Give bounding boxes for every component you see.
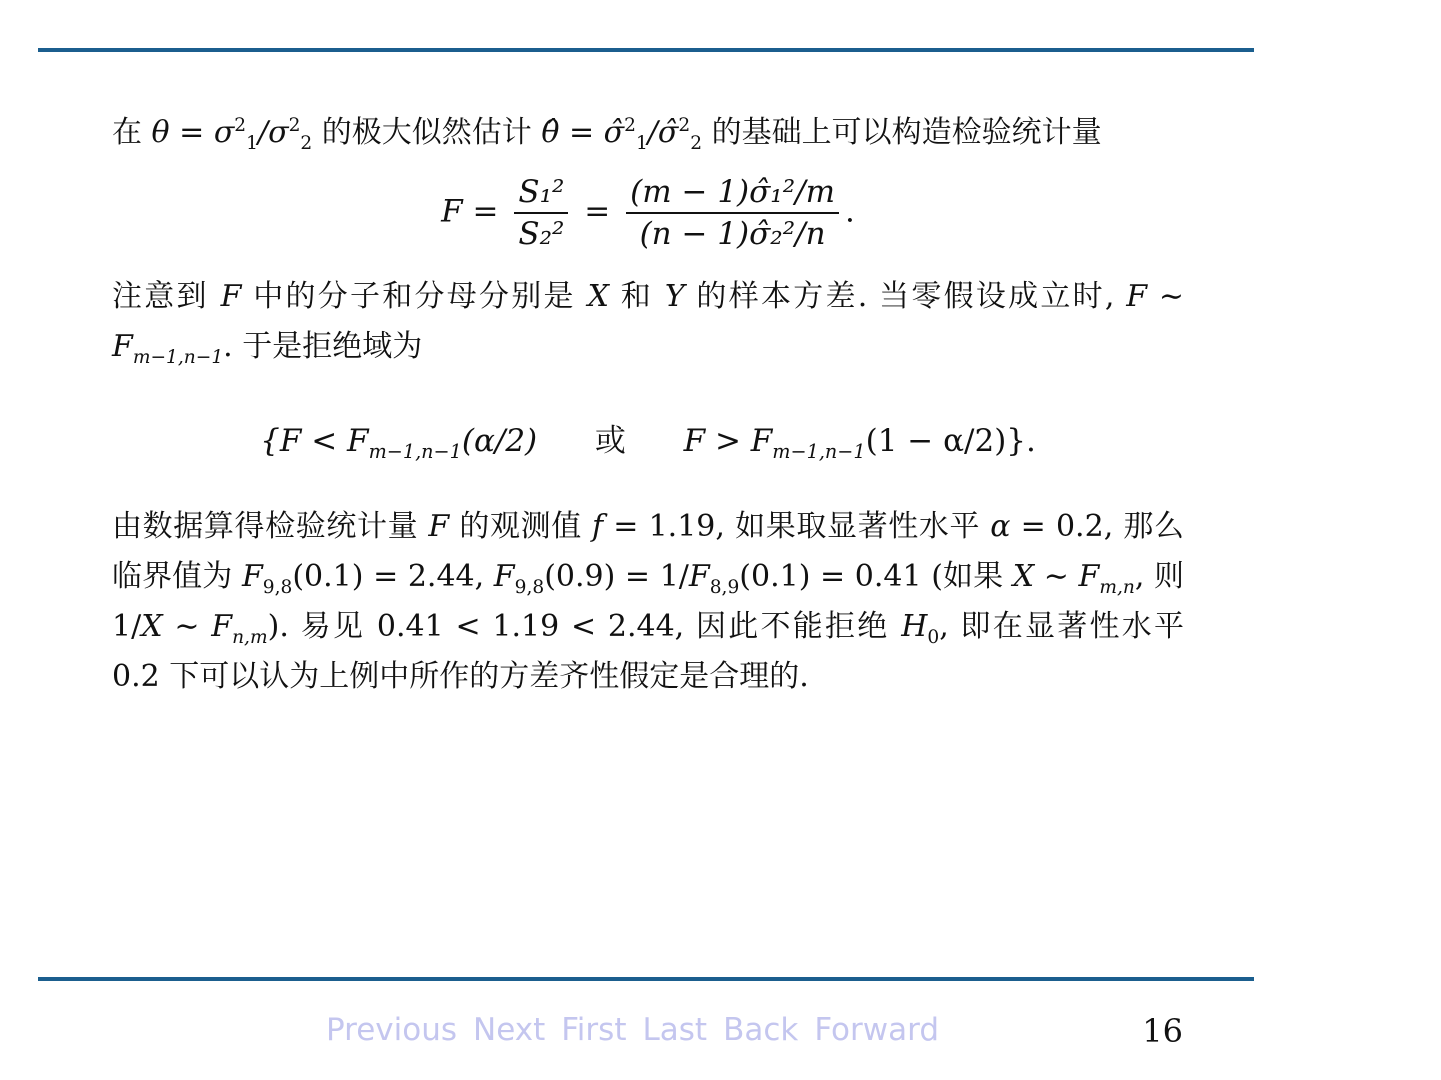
footer <box>0 1012 1441 1056</box>
subscript: 9,8 <box>262 577 293 598</box>
subscript: m,n <box>1099 577 1135 598</box>
slide-body <box>112 108 1184 702</box>
nav-next-link[interactable]: Next <box>473 1012 546 1048</box>
fraction-numerator: (m − 1)σ̂₁²/m <box>626 172 839 214</box>
value: = 0.2 <box>1010 509 1104 544</box>
subscript: m−1,n−1 <box>368 440 462 464</box>
text: 中的分子和分母分别是 <box>241 279 588 314</box>
math-text: θ̂ = σ̂ <box>541 115 625 150</box>
region-or: 或 <box>594 423 626 459</box>
math-Y: Y <box>664 279 685 314</box>
math-H0: H <box>901 609 928 644</box>
subscript: m−1,n−1 <box>132 347 224 368</box>
subscript: m−1,n−1 <box>772 440 866 464</box>
bottom-rule <box>38 977 1254 981</box>
navigation-links <box>326 1012 939 1048</box>
subscript: n,m <box>232 627 268 648</box>
value: = 1.19 <box>603 509 716 544</box>
math-F: F <box>688 559 710 594</box>
math-X-dist: X ∼ F <box>1012 559 1100 594</box>
region-left: {F < F <box>260 423 369 459</box>
nav-forward-link[interactable]: Forward <box>814 1012 939 1048</box>
paragraph-conclusion <box>112 502 1184 702</box>
text: 由数据算得检验统计量 <box>112 509 429 544</box>
text: (如果 <box>921 559 1013 594</box>
text: , 如果取显著性水平 <box>715 509 991 544</box>
value: (0.9) = 1/ <box>544 559 689 594</box>
page-number: 16 <box>1142 1012 1183 1050</box>
subscript: 9,8 <box>514 577 545 598</box>
nav-first-link[interactable]: First <box>561 1012 627 1048</box>
top-rule <box>38 48 1254 52</box>
math-text: θ = σ <box>151 115 235 150</box>
region-left-arg: (α/2) <box>461 423 538 459</box>
math-f: f <box>592 509 604 544</box>
region-right: F > F <box>683 423 773 459</box>
text: 在 <box>112 115 152 150</box>
nav-previous-link[interactable]: Previous <box>326 1012 458 1048</box>
text: , 则 1/ <box>112 559 1185 644</box>
math-alpha: α <box>990 509 1011 544</box>
text: 的样本方差. 当零假设成立时, <box>684 279 1127 314</box>
math-F: F <box>241 559 263 594</box>
math-inverse-dist: X ∼ F <box>141 609 233 644</box>
fraction-denominator: S₂² <box>518 216 565 252</box>
subscript: 8,9 <box>709 577 740 598</box>
value: (0.1) = 0.41 <box>739 559 922 594</box>
text: , 即在显著性水平 0.2 下可以认为上例中所作的方差齐性假定是合理的. <box>112 609 1184 694</box>
math-theta-def: $\theta = \sigma^2_1/\sigma^2_2$ <box>151 115 313 154</box>
text: 注意到 <box>112 279 221 314</box>
text: 的观测值 <box>449 509 593 544</box>
fraction-numerator: S₁² <box>514 172 568 214</box>
math-text: F ∼ F <box>112 279 1184 364</box>
text: . 于是拒绝域为 <box>223 329 423 364</box>
nav-back-link[interactable]: Back <box>723 1012 799 1048</box>
math-F: F <box>220 279 242 314</box>
text: , <box>474 559 494 594</box>
text: 的基础上可以构造检验统计量 <box>702 115 1102 150</box>
text: , 那么临界值为 <box>112 509 1185 594</box>
subscript: 0 <box>927 627 940 648</box>
nav-last-link[interactable]: Last <box>642 1012 708 1048</box>
math-F: F <box>493 559 515 594</box>
formula-rejection-region <box>112 416 1184 466</box>
text: 和 <box>608 279 665 314</box>
formula-lhs: F = <box>441 193 499 230</box>
fraction-mle-variances <box>626 172 839 254</box>
fraction-denominator: (n − 1)σ̂₂²/n <box>639 216 826 252</box>
math-theta-hat: θ̂ = σ̂$^2_1$/σ̂$^2_2$ <box>541 115 703 154</box>
formula-f-statistic <box>112 164 1184 260</box>
fraction-sample-variances <box>514 172 568 254</box>
value: (0.1) = 2.44 <box>292 559 475 594</box>
math-F: F <box>428 509 450 544</box>
region-right-arg: (1 − α/2)}. <box>865 423 1036 459</box>
text: 的极大似然估计 <box>312 115 542 150</box>
period: . <box>845 193 855 230</box>
paragraph-distribution <box>112 272 1184 372</box>
text: ). 易见 0.41 < 1.19 < 2.44, 因此不能拒绝 <box>267 609 902 644</box>
paragraph-estimator <box>112 108 1184 158</box>
equals-sign: = <box>584 193 611 230</box>
math-X: X <box>587 279 609 314</box>
